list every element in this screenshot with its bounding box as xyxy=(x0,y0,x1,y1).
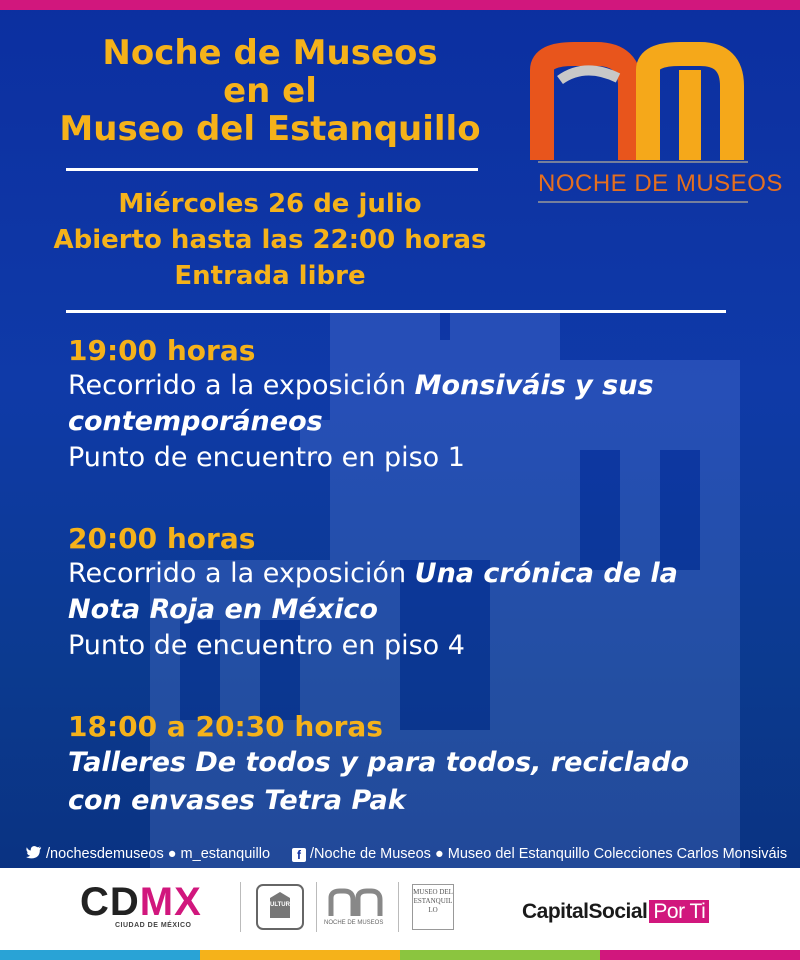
por-ti-badge: Por Ti xyxy=(649,900,709,923)
event-prefix: Recorrido a la exposición xyxy=(68,370,415,401)
event-info xyxy=(40,186,500,294)
divider xyxy=(66,168,478,171)
title-line: en el xyxy=(223,71,317,111)
event-title xyxy=(40,34,500,148)
capital-social-logo xyxy=(522,900,709,924)
exhibition-title-cont: contemporáneos xyxy=(68,406,323,437)
cdmx-logo-text-mx: MX xyxy=(139,880,202,924)
twitter-icon xyxy=(26,846,42,859)
stripe-segment xyxy=(600,950,800,960)
divider xyxy=(66,310,726,313)
event-time: 18:00 a 20:30 horas xyxy=(68,710,383,743)
event-description xyxy=(68,368,768,404)
event-hours: Abierto hasta las 22:00 horas xyxy=(53,225,487,255)
title-line: Noche de Museos xyxy=(102,33,438,73)
bullet: ● xyxy=(434,846,448,862)
event-prefix: Recorrido a la exposición xyxy=(68,558,415,589)
cultura-label: CULTURA xyxy=(265,902,295,908)
noche-de-museos-small-logo xyxy=(328,888,384,918)
museo-estanquillo-logo: MUSEO DEL ESTANQUILLO xyxy=(412,884,454,930)
event-time: 19:00 horas xyxy=(68,334,256,367)
facebook-icon: f xyxy=(292,848,306,862)
event-1 xyxy=(68,334,768,476)
cdmx-subtitle: CIUDAD DE MÉXICO xyxy=(115,922,192,929)
event-time: 20:00 horas xyxy=(68,522,256,555)
facebook-links xyxy=(292,842,787,866)
stripe-segment xyxy=(200,950,400,960)
logo-label: NOCHE DE MUSEOS xyxy=(538,170,783,197)
bottom-color-stripe xyxy=(0,950,800,960)
divider xyxy=(240,882,241,932)
twitter-links xyxy=(26,842,270,866)
event-entry: Entrada libre xyxy=(174,261,366,291)
meeting-point: Punto de encuentro en piso 4 xyxy=(68,630,465,661)
capital-social-text: CapitalSocial xyxy=(522,900,648,923)
facebook-page-2[interactable]: Museo del Estanquillo Colecciones Carlos Monsiváis xyxy=(447,846,788,862)
event-date: Miércoles 26 de julio xyxy=(118,189,422,219)
meeting-point: Punto de encuentro en piso 1 xyxy=(68,442,465,473)
cdmx-logo xyxy=(80,880,202,925)
event-3 xyxy=(68,710,768,820)
exhibition-title: Monsiváis y sus xyxy=(414,370,654,401)
stripe-segment xyxy=(400,950,600,960)
event-description xyxy=(68,556,768,592)
exhibition-title: Una crónica de la xyxy=(414,558,678,589)
stripe-segment xyxy=(0,950,200,960)
workshop-title: Talleres De todos y para todos, reciclado xyxy=(68,747,690,778)
exhibition-title-cont: Nota Roja en México xyxy=(68,594,378,625)
twitter-handle[interactable]: /nochesdemuseos xyxy=(46,846,164,862)
noche-de-museos-small-label: NOCHE DE MUSEOS xyxy=(324,920,384,926)
workshop-title-cont: con envases Tetra Pak xyxy=(68,785,406,816)
facebook-page[interactable]: /Noche de Museos xyxy=(310,846,431,862)
event-2 xyxy=(68,522,768,664)
divider xyxy=(398,882,399,932)
bullet: ● xyxy=(167,846,181,862)
twitter-handle-2[interactable]: m_estanquillo xyxy=(180,846,271,862)
divider xyxy=(316,882,317,932)
cdmx-logo-text: CD xyxy=(80,880,140,924)
title-line: Museo del Estanquillo xyxy=(59,109,481,149)
